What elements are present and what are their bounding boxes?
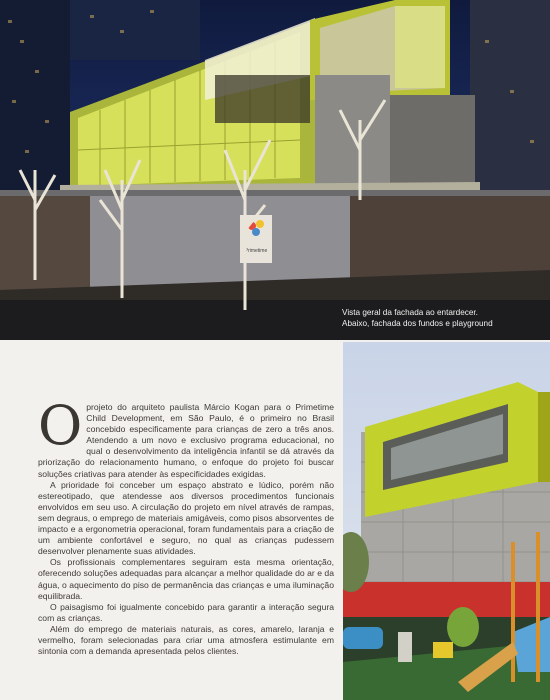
- article-paragraph-2: A prioridade foi conceber um espaço abstrato e lúdico, porém não estereotipado, que atendesse aos diversos procedimentos funcionais envolvidos em seu uso. A circulação do projeto em nível através de rampas, sem degraus, o emprego de materiais amigáveis, como pisos absorventes de impacto e a ergonometria operacional, foram fundamentais para a criação de um ambiente confortável e seguro, no qual as crianças pudessem desenvolver plenamente suas atividades.: [38, 479, 334, 557]
- article-paragraph-1: [38, 394, 334, 480]
- rear-facade-playground-photo: [343, 342, 550, 700]
- caption-line-1: Vista geral da fachada ao entardecer.: [342, 308, 478, 317]
- facade-dusk-illustration: [0, 0, 550, 340]
- article-paragraph-3: Os profissionais complementares seguiram esta mesma orientação, oferecendo soluções adequadas para alcançar a melhor qualidade do ar e da água, o aquecimento do piso de permanência das crianças e uma iluminação equilibrada.: [38, 557, 334, 601]
- drop-cap: O: [38, 394, 83, 457]
- article-body: [38, 394, 334, 657]
- photo-caption: [342, 307, 542, 329]
- article-paragraph-4: O paisagismo foi igualmente concebido para garantir a interação segura com as crianças.: [38, 601, 334, 623]
- article-paragraph-5: Além do emprego de materiais naturais, as cores, amarelo, laranja e vermelho, foram selecionadas para criar uma atmosfera estimulante em sintonia com a demanda apresentada pelos clientes.: [38, 623, 334, 657]
- facade-dusk-photo: [0, 0, 550, 340]
- rear-facade-illustration: [343, 342, 550, 700]
- paragraph-text: projeto do arquiteto paulista Márcio Kogan para o Primetime Child Development, em São Paulo, é o primeiro no Brasil concebido especificamente para crianças de zero a três anos. Atendendo a um novo e exclusivo programa educacional, no qual o desenvolvimento da inteligência infantil se dá através da priorização do relacionamento humano, o enfoque do projeto foi buscar soluções criativas para atender às especificidades exigidas.: [38, 402, 334, 479]
- caption-line-2: Abaixo, fachada dos fundos e playground: [342, 319, 493, 328]
- sign-text: Primetime: [244, 248, 268, 254]
